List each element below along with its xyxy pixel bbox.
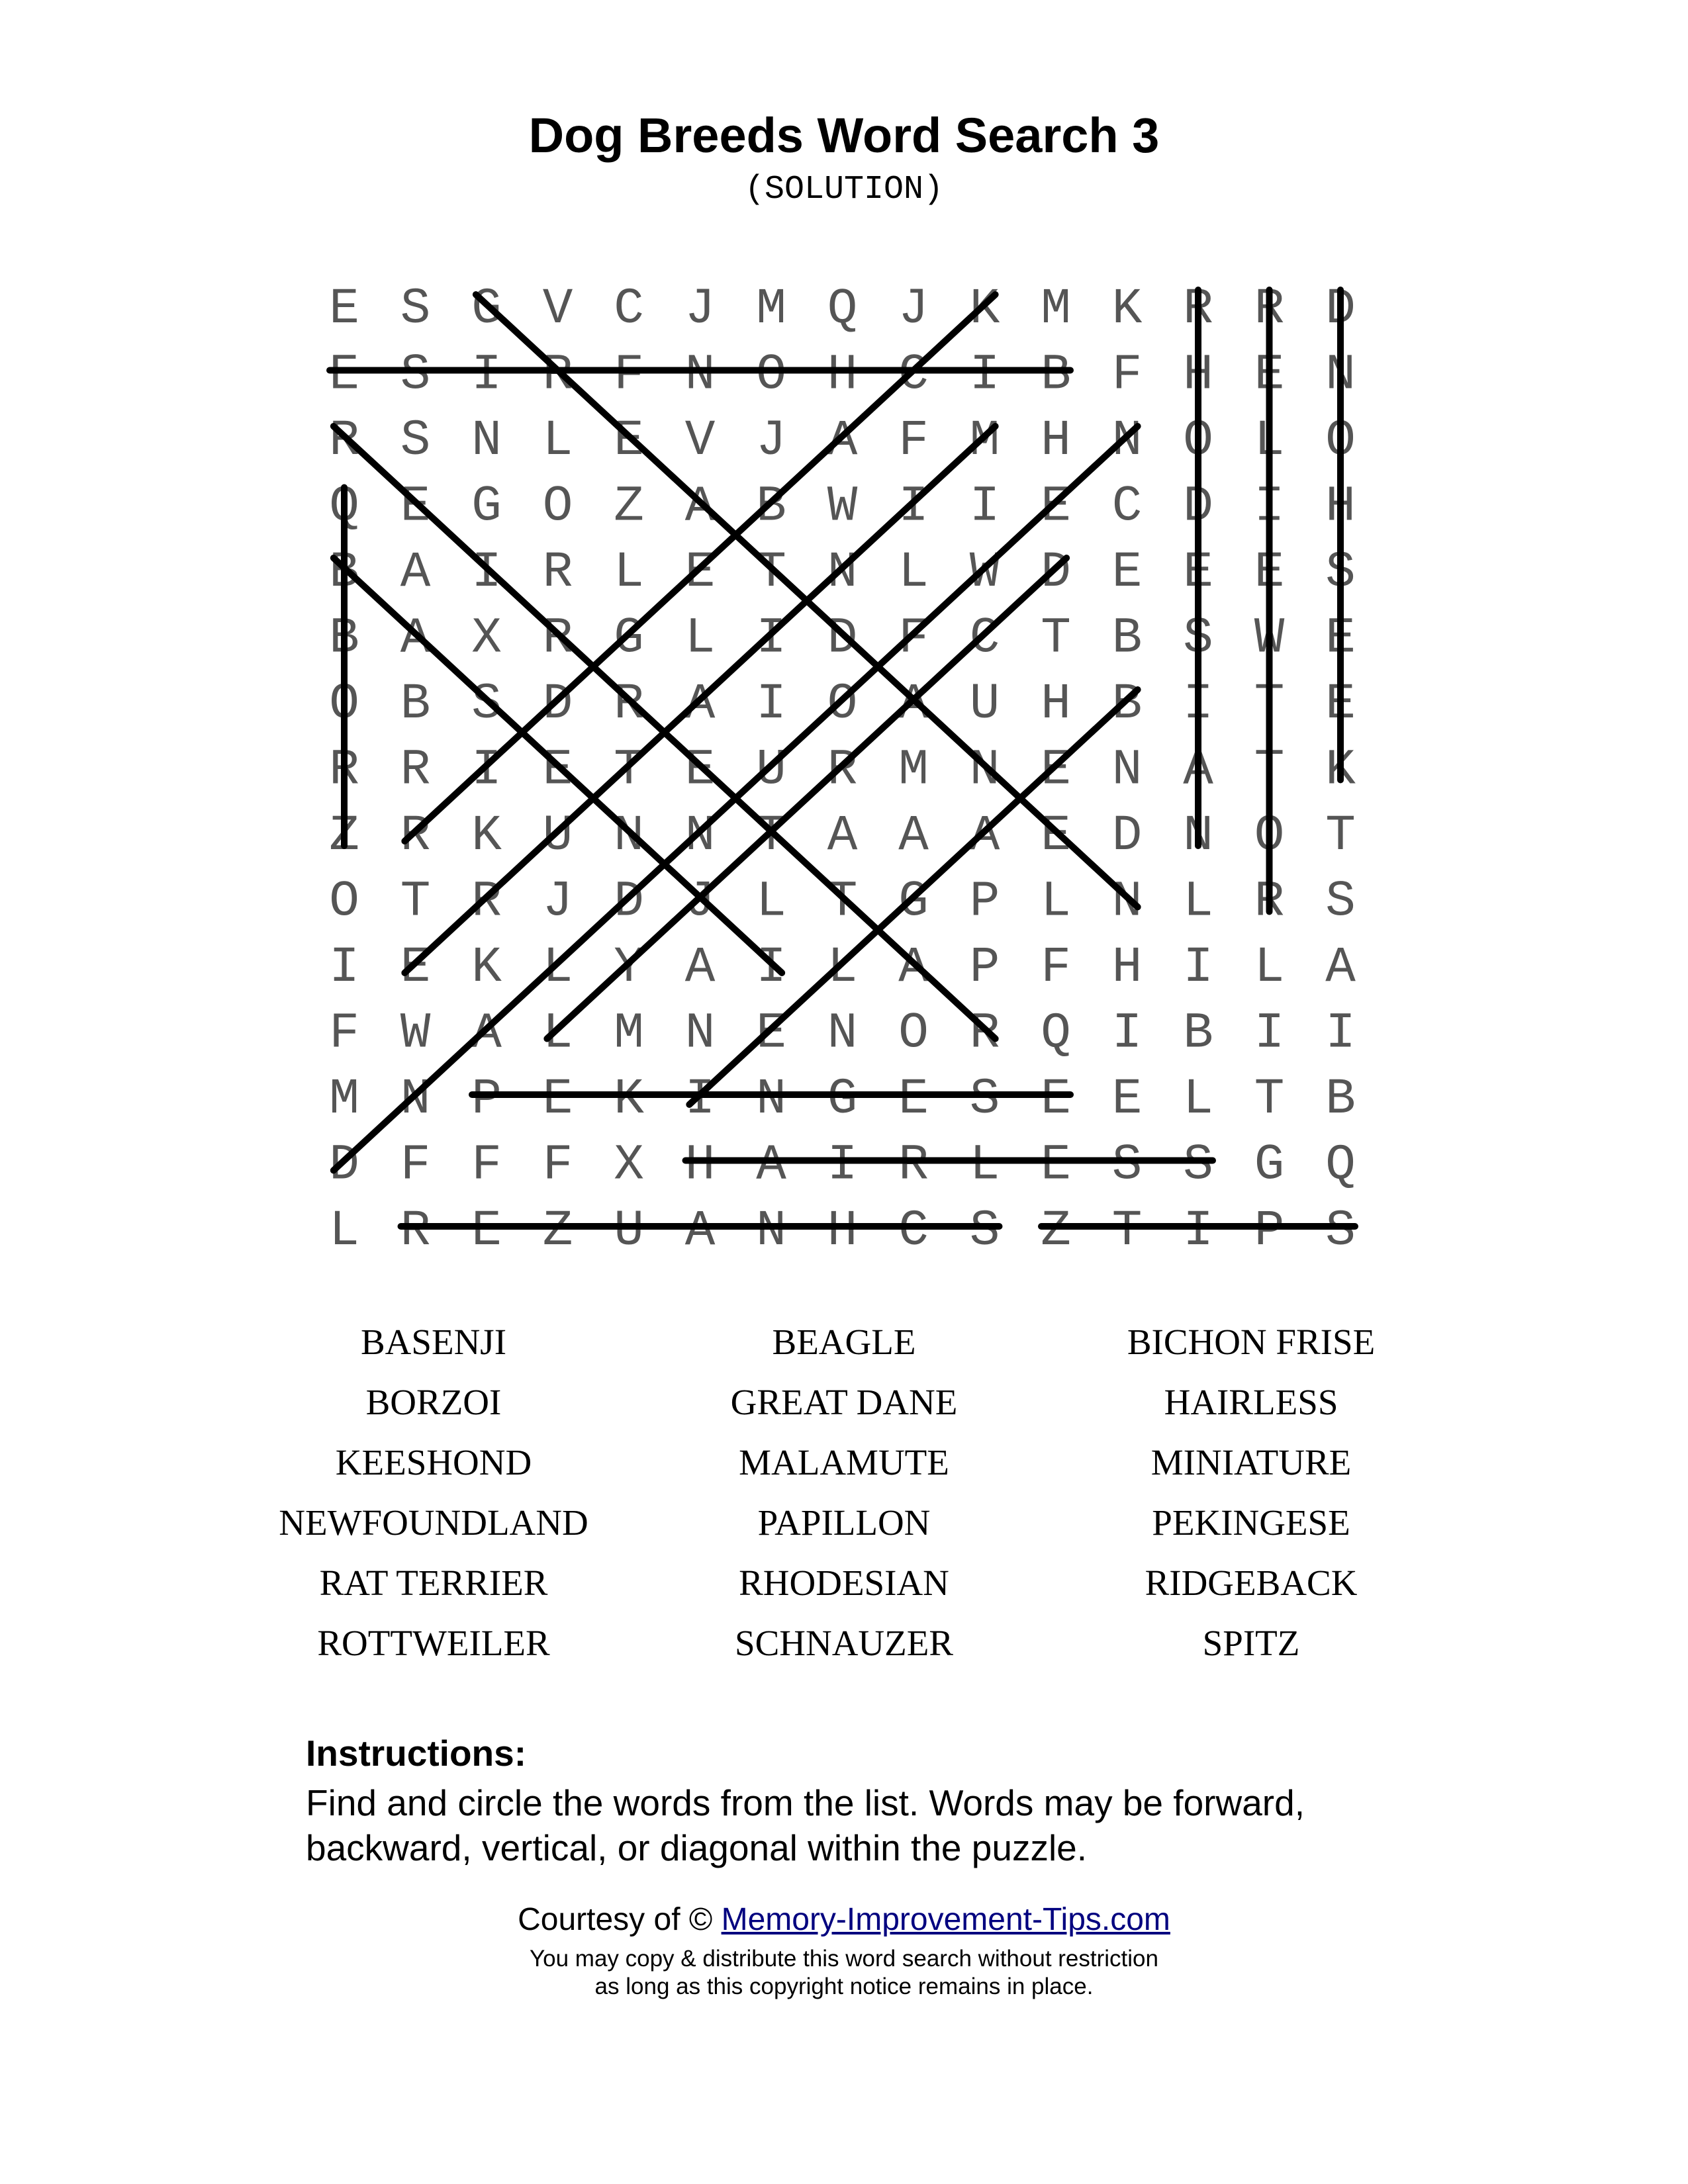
grid-letter: V bbox=[684, 412, 716, 469]
grid-letter: D bbox=[1183, 478, 1213, 535]
grid-letter: R bbox=[614, 676, 644, 733]
grid-letter: D bbox=[827, 610, 858, 667]
grid-letter: O bbox=[542, 478, 573, 535]
grid-letter: A bbox=[827, 807, 858, 864]
grid-letter: O bbox=[1325, 412, 1356, 469]
grid-letter: I bbox=[1183, 1203, 1213, 1259]
instructions-line-2: backward, vertical, or diagonal within the puzzle. bbox=[306, 1827, 1088, 1868]
grid-letter: F bbox=[400, 1136, 431, 1194]
grid-letter: I bbox=[1254, 478, 1285, 535]
grid-letter: I bbox=[471, 346, 502, 404]
grid-letter: B bbox=[1183, 1005, 1213, 1062]
grid-letter: P bbox=[471, 1071, 502, 1128]
grid-letter: E bbox=[1041, 1071, 1071, 1128]
grid-letter: S bbox=[1325, 873, 1356, 931]
word-list-item: RHODESIAN bbox=[739, 1563, 949, 1603]
grid-letter: O bbox=[1254, 807, 1285, 864]
grid-letter: K bbox=[1325, 741, 1356, 799]
grid-letter: K bbox=[969, 281, 1000, 338]
grid-letter: M bbox=[756, 281, 786, 338]
grid-letter: N bbox=[969, 741, 1000, 799]
grid-letter: O bbox=[756, 346, 786, 404]
grid-letter: N bbox=[756, 1071, 786, 1128]
grid-letter: A bbox=[1325, 939, 1356, 996]
grid-letter: E bbox=[1041, 1136, 1071, 1194]
grid-letter: G bbox=[471, 281, 502, 338]
grid-letter: N bbox=[756, 1203, 786, 1259]
courtesy-line bbox=[0, 1904, 1688, 1936]
grid-letter: Q bbox=[827, 281, 858, 338]
grid-letter: C bbox=[969, 610, 1000, 667]
grid-letter: T bbox=[1111, 1203, 1143, 1259]
grid-letter: A bbox=[1183, 741, 1213, 799]
grid-letter: S bbox=[1325, 1203, 1356, 1259]
word-list-item: BASENJI bbox=[360, 1322, 507, 1362]
grid-letter: L bbox=[542, 1005, 573, 1062]
grid-letter: E bbox=[898, 1071, 929, 1128]
grid-letter: B bbox=[1041, 346, 1071, 404]
grid-letter: E bbox=[542, 741, 573, 799]
grid-letter: E bbox=[1325, 610, 1356, 667]
grid-letter: T bbox=[756, 807, 786, 864]
grid-letter: H bbox=[827, 1203, 858, 1259]
grid-letter: W bbox=[1254, 610, 1285, 667]
grid-letter: E bbox=[1111, 1071, 1143, 1128]
grid-letter: B bbox=[1111, 610, 1143, 667]
grid-letter: I bbox=[471, 544, 502, 601]
grid-letter: E bbox=[542, 1071, 573, 1128]
grid-letter: R bbox=[542, 544, 573, 601]
word-list-item: RIDGEBACK bbox=[1145, 1563, 1358, 1603]
grid-letter: M bbox=[614, 1005, 644, 1062]
word-list-item: SPITZ bbox=[1202, 1623, 1300, 1663]
grid-letter: I bbox=[684, 1071, 716, 1128]
grid-letter: N bbox=[827, 544, 858, 601]
grid-letter: T bbox=[1254, 676, 1285, 733]
grid-letter: M bbox=[898, 741, 929, 799]
grid-letter: O bbox=[329, 873, 359, 931]
grid-letter: I bbox=[898, 478, 929, 535]
grid-letter: L bbox=[1183, 1071, 1213, 1128]
grid-letter: T bbox=[827, 873, 858, 931]
grid-letter: T bbox=[400, 873, 431, 931]
grid-letter: S bbox=[400, 346, 431, 404]
grid-letter: W bbox=[969, 544, 1000, 601]
grid-letter: E bbox=[471, 1203, 502, 1259]
grid-letter: E bbox=[1254, 346, 1285, 404]
word-list-item: PAPILLON bbox=[757, 1502, 931, 1543]
grid-letter: L bbox=[542, 939, 573, 996]
grid-letter: I bbox=[756, 939, 786, 996]
word-list-item: NEWFOUNDLAND bbox=[279, 1502, 588, 1543]
grid-letter: I bbox=[827, 1136, 858, 1194]
grid-letter: Z bbox=[1041, 1203, 1071, 1259]
grid-letter: A bbox=[684, 478, 716, 535]
grid-letter: K bbox=[471, 807, 502, 864]
grid-letter: E bbox=[614, 412, 644, 469]
grid-letter: A bbox=[471, 1005, 502, 1062]
word-list-item: MALAMUTE bbox=[739, 1442, 949, 1482]
grid-letter: O bbox=[898, 1005, 929, 1062]
grid-letter: G bbox=[1254, 1136, 1285, 1194]
grid-letter: S bbox=[1325, 544, 1356, 601]
grid-letter: D bbox=[1325, 281, 1356, 338]
grid-letter: E bbox=[400, 939, 431, 996]
grid-letter: E bbox=[1254, 544, 1285, 601]
grid-letter: A bbox=[684, 1203, 716, 1259]
grid-letter: F bbox=[898, 412, 929, 469]
grid-letter: D bbox=[542, 676, 573, 733]
page-title: Dog Breeds Word Search 3 bbox=[528, 108, 1160, 163]
grid-letter: K bbox=[614, 1071, 644, 1128]
grid-letter: J bbox=[684, 281, 716, 338]
grid-letter: J bbox=[542, 873, 573, 931]
grid-letter: I bbox=[969, 346, 1000, 404]
grid-letter: A bbox=[684, 939, 716, 996]
grid-letter: H bbox=[1041, 412, 1071, 469]
grid-letter: B bbox=[329, 544, 359, 601]
grid-letter: G bbox=[898, 873, 929, 931]
grid-letter: E bbox=[400, 478, 431, 535]
grid-letter: M bbox=[1041, 281, 1071, 338]
grid-letter: G bbox=[614, 610, 644, 667]
grid-letter: D bbox=[1111, 807, 1143, 864]
word-list-item: MINIATURE bbox=[1150, 1442, 1352, 1482]
grid-letter: S bbox=[969, 1071, 1000, 1128]
grid-letter: L bbox=[1041, 873, 1071, 931]
grid-letter: O bbox=[329, 676, 359, 733]
grid-letter: E bbox=[329, 346, 359, 404]
grid-letter: H bbox=[1111, 939, 1143, 996]
grid-letter: R bbox=[400, 1203, 431, 1259]
instructions-line-1: Find and circle the words from the list. Words may be forward, bbox=[306, 1782, 1305, 1823]
grid-letter: F bbox=[614, 346, 644, 404]
grid-letter: I bbox=[1183, 939, 1213, 996]
grid-letter: P bbox=[1254, 1203, 1285, 1259]
word-list-item: BICHON FRISE bbox=[1127, 1322, 1376, 1362]
memory-improvement-tips-link[interactable]: Memory-Improvement-Tips.com bbox=[721, 1902, 1170, 1937]
grid-letter: R bbox=[827, 741, 858, 799]
grid-letter: F bbox=[542, 1136, 573, 1194]
grid-letter: L bbox=[329, 1203, 359, 1259]
grid-letter: N bbox=[827, 1005, 858, 1062]
grid-letter: E bbox=[1183, 544, 1213, 601]
grid-letter: I bbox=[1325, 1005, 1356, 1062]
grid-letter: R bbox=[329, 412, 359, 469]
grid-letter: S bbox=[400, 412, 431, 469]
grid-letter: E bbox=[1041, 478, 1071, 535]
grid-letter: R bbox=[400, 741, 431, 799]
grid-letter: F bbox=[1041, 939, 1071, 996]
grid-letter: X bbox=[471, 610, 502, 667]
word-list-item: PEKINGESE bbox=[1152, 1502, 1350, 1543]
grid-letter: F bbox=[1111, 346, 1143, 404]
grid-letter: A bbox=[898, 939, 929, 996]
grid-letter: L bbox=[1183, 873, 1213, 931]
instructions-text bbox=[306, 1780, 1431, 1870]
grid-letter: H bbox=[827, 346, 858, 404]
grid-letter: C bbox=[1111, 478, 1143, 535]
grid-letter: N bbox=[1325, 346, 1356, 404]
grid-letter: R bbox=[898, 1136, 929, 1194]
grid-letter: E bbox=[684, 544, 716, 601]
grid-letter: O bbox=[827, 676, 858, 733]
grid-letter: Q bbox=[1325, 1136, 1356, 1194]
grid-letter: Z bbox=[329, 807, 359, 864]
grid-letter: N bbox=[1111, 412, 1143, 469]
grid-letter: T bbox=[1254, 741, 1285, 799]
grid-letter: S bbox=[471, 676, 502, 733]
grid-letter: L bbox=[969, 1136, 1000, 1194]
grid-letter: J bbox=[756, 412, 786, 469]
grid-letter: N bbox=[1111, 873, 1143, 931]
grid-letter: P bbox=[969, 939, 1000, 996]
grid-letter: T bbox=[756, 544, 786, 601]
grid-letter: Q bbox=[329, 478, 359, 535]
grid-letter: E bbox=[684, 741, 716, 799]
grid-letter: R bbox=[329, 741, 359, 799]
grid-letter: E bbox=[1325, 676, 1356, 733]
grid-letter: U bbox=[614, 1203, 644, 1259]
grid-letter: C bbox=[614, 281, 644, 338]
grid-letter: I bbox=[1254, 1005, 1285, 1062]
grid-letter: N bbox=[614, 807, 644, 864]
grid-letter: G bbox=[827, 1071, 858, 1128]
grid-letter: R bbox=[1254, 873, 1285, 931]
grid-letter: A bbox=[898, 676, 929, 733]
word-list-item: HAIRLESS bbox=[1164, 1382, 1338, 1422]
grid-letter: A bbox=[969, 807, 1000, 864]
grid-letter: W bbox=[400, 1005, 431, 1062]
grid-letter: E bbox=[756, 1005, 786, 1062]
grid-letter: R bbox=[969, 1005, 1000, 1062]
grid-letter: X bbox=[614, 1136, 644, 1194]
grid-letter: Z bbox=[614, 478, 644, 535]
grid-letter: N bbox=[400, 1071, 431, 1128]
grid-letter: C bbox=[898, 1203, 929, 1259]
grid-letter: R bbox=[1254, 281, 1285, 338]
grid-letter: M bbox=[329, 1071, 359, 1128]
grid-letter: J bbox=[898, 281, 929, 338]
grid-letter: H bbox=[1325, 478, 1356, 535]
grid-letter: M bbox=[969, 412, 1000, 469]
grid-letter: L bbox=[898, 544, 929, 601]
grid-letter: E bbox=[329, 281, 359, 338]
grid-letter: S bbox=[1183, 610, 1213, 667]
grid-letter: U bbox=[969, 676, 1000, 733]
grid-letter: N bbox=[1183, 807, 1213, 864]
grid-letter: P bbox=[969, 873, 1000, 931]
word-list-item: ROTTWEILER bbox=[317, 1623, 550, 1663]
grid-letter: S bbox=[969, 1203, 1000, 1259]
grid-letter: N bbox=[684, 807, 716, 864]
courtesy-prefix: Courtesy of © bbox=[518, 1902, 722, 1937]
grid-letter: I bbox=[1183, 676, 1213, 733]
instructions-heading: Instructions: bbox=[306, 1733, 527, 1774]
copyright-line-2: as long as this copyright notice remains in place. bbox=[594, 1974, 1094, 1999]
word-list-item: SCHNAUZER bbox=[734, 1623, 954, 1663]
grid-letter: L bbox=[1254, 939, 1285, 996]
grid-letter: H bbox=[1041, 676, 1071, 733]
grid-letter: J bbox=[684, 873, 716, 931]
grid-letter: T bbox=[1325, 807, 1356, 864]
page-subtitle: (SOLUTION) bbox=[744, 171, 944, 208]
grid-letter: E bbox=[1041, 807, 1071, 864]
grid-letter: T bbox=[1254, 1071, 1285, 1128]
grid-letter: Q bbox=[1041, 1005, 1071, 1062]
grid-letter: I bbox=[756, 676, 786, 733]
grid-letter: I bbox=[471, 741, 502, 799]
grid-letter: R bbox=[542, 346, 573, 404]
grid-letter: K bbox=[471, 939, 502, 996]
grid-letter: A bbox=[898, 807, 929, 864]
grid-letter: C bbox=[898, 346, 929, 404]
grid-letter: I bbox=[1111, 1005, 1143, 1062]
grid-letter: R bbox=[542, 610, 573, 667]
grid-letter: N bbox=[471, 412, 502, 469]
grid-letter: R bbox=[471, 873, 502, 931]
grid-letter: H bbox=[684, 1136, 716, 1194]
copyright-line-1: You may copy & distribute this word search without restriction bbox=[530, 1946, 1158, 1972]
grid-letter: R bbox=[1183, 281, 1213, 338]
grid-letter: E bbox=[1041, 741, 1071, 799]
grid-letter: S bbox=[1111, 1136, 1143, 1194]
grid-letter: B bbox=[1111, 676, 1143, 733]
grid-letter: L bbox=[542, 412, 573, 469]
grid-letter: U bbox=[756, 741, 786, 799]
grid-letter: N bbox=[1111, 741, 1143, 799]
grid-letter: A bbox=[400, 544, 431, 601]
grid-letter: B bbox=[400, 676, 431, 733]
word-list-item: RAT TERRIER bbox=[319, 1563, 548, 1603]
grid-letter: I bbox=[969, 478, 1000, 535]
grid-letter: I bbox=[329, 939, 359, 996]
grid-letter: Y bbox=[614, 939, 644, 996]
grid-letter: U bbox=[542, 807, 573, 864]
grid-letter: R bbox=[400, 807, 431, 864]
grid-letter: D bbox=[1041, 544, 1071, 601]
grid-letter: E bbox=[1111, 544, 1143, 601]
grid-letter: B bbox=[1325, 1071, 1356, 1128]
grid-letter: A bbox=[400, 610, 431, 667]
grid-letter: L bbox=[756, 873, 786, 931]
grid-letter: N bbox=[684, 346, 716, 404]
word-list-item: GREAT DANE bbox=[730, 1382, 958, 1422]
grid-letter: L bbox=[684, 610, 716, 667]
grid-letter: F bbox=[898, 610, 929, 667]
grid-letter: L bbox=[614, 544, 644, 601]
grid-letter: L bbox=[1254, 412, 1285, 469]
grid-letter: V bbox=[542, 281, 573, 338]
word-list-item: BEAGLE bbox=[772, 1322, 916, 1362]
grid-letter: I bbox=[756, 610, 786, 667]
grid-letter: K bbox=[1111, 281, 1143, 338]
grid-letter: B bbox=[756, 478, 786, 535]
word-list-item: KEESHOND bbox=[335, 1442, 532, 1482]
grid-letter: Z bbox=[542, 1203, 573, 1259]
grid-letter: B bbox=[329, 610, 359, 667]
word-list-item: BORZOI bbox=[365, 1382, 502, 1422]
grid-letter: F bbox=[471, 1136, 502, 1194]
grid-letter: S bbox=[1183, 1136, 1213, 1194]
grid-letter: F bbox=[329, 1005, 359, 1062]
grid-letter: S bbox=[400, 281, 431, 338]
grid-letter: D bbox=[329, 1136, 359, 1194]
grid-letter: H bbox=[1183, 346, 1213, 404]
grid-letter: T bbox=[1041, 610, 1071, 667]
grid-letter: A bbox=[756, 1136, 786, 1194]
grid-letter: W bbox=[827, 478, 858, 535]
grid-letter: O bbox=[1183, 412, 1213, 469]
grid-letter: N bbox=[684, 1005, 716, 1062]
grid-letter: T bbox=[614, 741, 644, 799]
grid-letter: D bbox=[614, 873, 644, 931]
grid-letter: A bbox=[827, 412, 858, 469]
grid-letter: A bbox=[684, 676, 716, 733]
grid-letter: L bbox=[827, 939, 858, 996]
grid-letter: G bbox=[471, 478, 502, 535]
